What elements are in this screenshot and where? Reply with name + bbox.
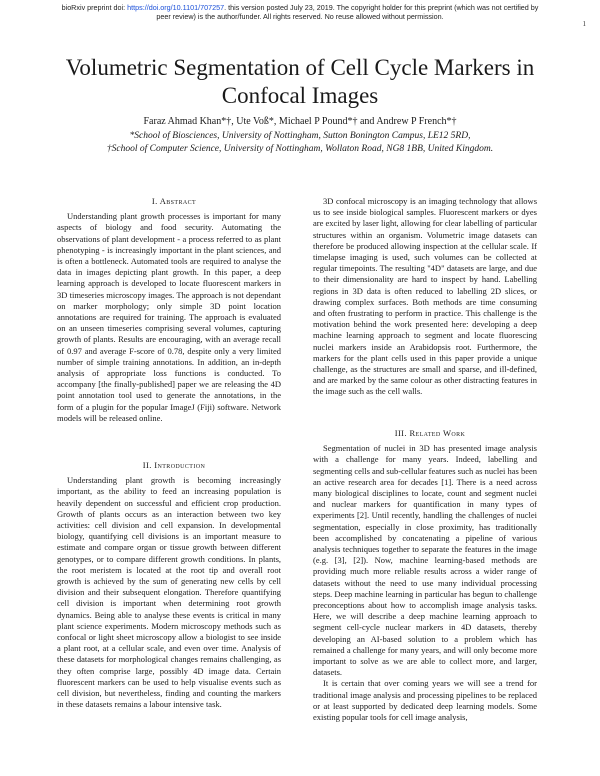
abstract-text: Understanding plant growth processes is important for many aspects of biology and food security. Automating the observations of plant development - a process referred to as plant phenotyping - is increasingly important in the plant sciences, and is often a bottleneck. Automated tools are required to analyse the data in images depicting plant growth. In this paper, a deep learning approach is developed to locate fluorescent markers in 3D timeseries microscopy images. The approach is not dependant on marker morphology; only simple 3D point location annotations are required for training. The approach is evaluated on an unseen timeseries comprising several volumes, capturing growth of plants. Results are encouraging, with an average recall of 0.97 and average F-score of 0.78, despite only a very limited number of simple training annotations. In addition, an in-depth analysis of appropriate loss functions is conducted. To accompany [the finally-published] paper we are releasing the 4D point annotation tool used to generate the annotations, in the form of a plugin for the popular ImageJ (Fiji) software. Network models will be released online. [57,211,281,423]
introduction-text: Understanding plant growth is becoming increasingly important, as the ability to feed an increasing population is heavily dependent on successful and efficient crop production. Growth of plants occurs as an interaction between two key activities: cell division and cell expansion. In developmental biology, quantifying cell divisions is an important measure to estimate and compare organ or tissue growth between different genotypes, or to compare different growth conditions. In plants, the root meristem is located at the root tip and overall root growth is achieved by the sum of generating new cells by cell division and their subsequent elongation. Therefore quantifying cell division is important when determining root growth dynamics. Being able to analyse these events is critical in many plant science experiments. Modern microscopy methods such as confocal or light sheet microscopy allow a biologist to see inside a plant root, at a cellular scale, and even over time. Analysis of these datasets for morphological changes remains challenging, as they often comprise large, possibly 4D image data. Certain fluorescent markers can be used to help visualise events such as cell division, but nevertheless, finding and counting the markers in these datasets remains a labour intensive task. [57,475,281,710]
left-column [57,196,281,424]
related-work-paragraph: Segmentation of nuclei in 3D has presented image analysis with a challenge for many years. Indeed, labelling and segmenting cells and sub-cellular features such as nuclei has been an active research area for decades [1]. There is a need across many biological disciplines to locate, count and segment nuclei and nuclear markers for quantification in many types of experiments [2]. Until recently, handling the challenges of nuclei segmentation, especially in close proximity, has traditionally been accomplished by concatenating a pipeline of various analysis techniques together to separate the features in the image (e.g. [3], [2]). Now, machine learning-based methods are providing much more reliable results across a wider range of datasets without the need to use many individual processing steps. Deep machine learning in particular has begun to challenge preconceptions about how to accomplish image analysis tasks. Here, we will describe a deep machine learning approach to segment cell-cycle nuclear markers in 4D datasets, thereby developing an AI-based solution to a problem which has remained a challenge for many years, and will only become more important to solve as we are able to collect more, and larger, datasets. [313,443,537,678]
left-column-intro [57,460,281,710]
page-number: 1 [582,20,586,28]
right-column-related [313,428,537,723]
paper-title: Volumetric Segmentation of Cell Cycle Markers in Confocal Images [65,55,535,108]
right-column [313,196,537,398]
preprint-prefix: bioRxiv preprint doi: [61,3,128,12]
introduction-heading: II. Introduction [142,460,206,470]
affiliation-biosciences: *School of Biosciences, University of Nottingham, Sutton Bonington Campus, LE12 5RD, [129,131,471,141]
related-work-heading: III. Related Work [394,428,466,438]
confocal-paragraph: 3D confocal microscopy is an imaging technology that allows us to see inside biological samples. Fluorescent markers or dyes are excited by laser light, allowing for clear labelling of particular structures within an organism. Volumetric image datasets can therefore be produced allowing inspection at the cellular scale. If timelapse imaging is used, such volumes can be collected at regular timepoints. The resulting "4D" datasets are large, and due to their dimensionality are hard to inspect by hand. Labelling regions in 3D data is often reduced to labelling 2D slices, or drawing complex surfaces. Both methods are time consuming and often frustrating to perform in practice. This challenge is the motivation behind the work presented here: developing a deep machine learning approach to segment and locate fluorescing nuclei markers inside an Arabidopsis root. Furthermore, the markers for the plant cells used in this paper provide a unique challenge, as the structures are small and sparse, and ill-defined, and are marked by the same colour as other distracting features in the image such as the cell walls. [313,196,537,397]
author-list: Faraz Ahmad Khan*†, Ute Voß*, Michael P Pound*† and Andrew P French*† [143,116,457,127]
abstract-heading: I. Abstract [151,196,197,206]
trend-paragraph: It is certain that over coming years we will see a trend for traditional image analysis and processing pipelines to be replaced or at least supported by dedicated deep learning models. Some existing popular tools for cell image analysis, [313,678,537,723]
affiliation-computer-science: †School of Computer Science, University of Nottingham, Wollaton Road, NG8 1BB, United Kingdom. [106,144,494,154]
preprint-suffix: . this version posted July 23, 2019. The copyright holder for this preprint (which was not certified by peer review) is the author/funder. All rights reserved. No reuse allowed without permission. [156,3,539,21]
preprint-header [60,3,540,21]
doi-link[interactable]: https://doi.org/10.1101/707257 [127,3,225,12]
